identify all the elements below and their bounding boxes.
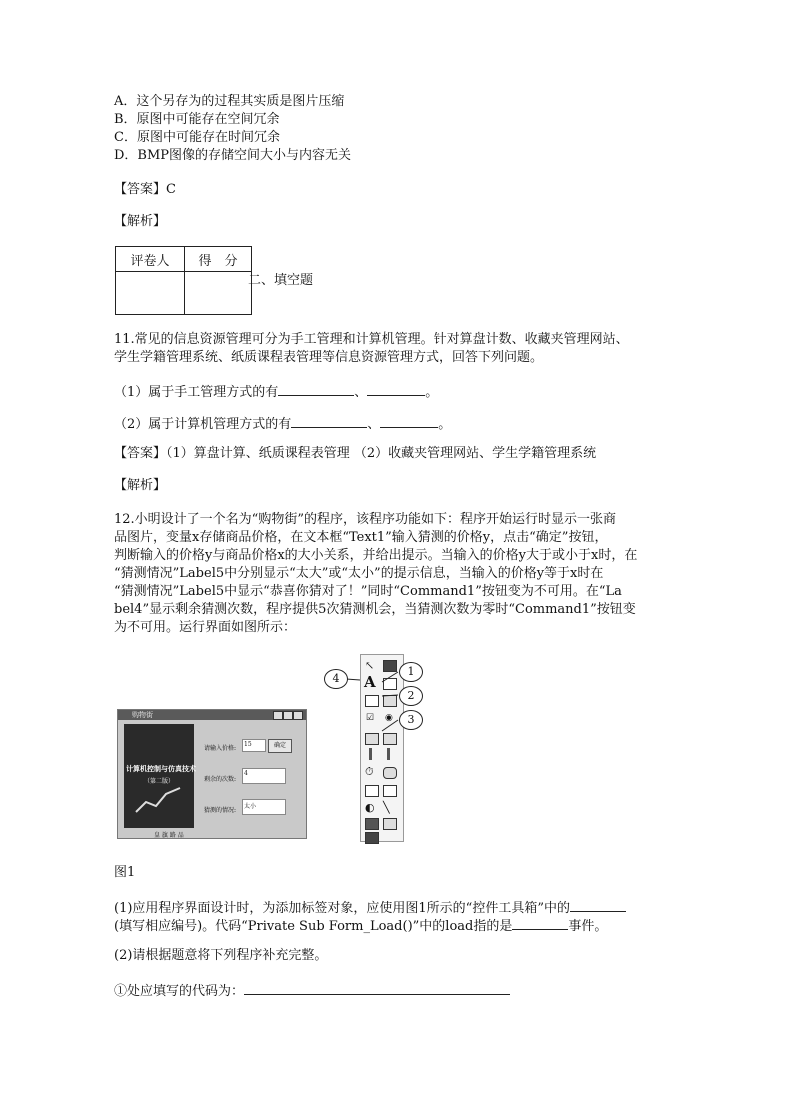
price-input[interactable] xyxy=(242,739,266,752)
cover-subtitle: （第二版） xyxy=(144,778,175,785)
q12-line: 为不可用。运行界面如图所示： xyxy=(114,620,297,635)
q11-sub1-end: 。 xyxy=(425,385,439,400)
score-table-header-score: 得 分 xyxy=(185,247,252,272)
q11-sub2-prefix: （2）属于计算机管理方式的有 xyxy=(114,417,292,432)
filelistbox-icon[interactable] xyxy=(383,785,397,797)
q11-sub1-prefix: （1）属于手工管理方式的有 xyxy=(114,385,279,400)
q12-line: “猜测情况”Label5中显示“恭喜你猜对了！”同时“Command1”按钮变为不可用。在“La xyxy=(114,584,622,599)
q12-line: 品图片，变量x存储商品价格，在文本框“Text1”输入猜测的价格y，点击“确定”按钮， xyxy=(114,530,608,545)
shape-icon[interactable]: ◐ xyxy=(365,801,375,814)
option-a: A．这个另存为的过程其实质是图片压缩 xyxy=(114,94,345,109)
q11-sub2-blank2[interactable] xyxy=(380,413,438,428)
q11-sub2-sep: 、 xyxy=(367,417,381,432)
q12-sub2-item1-text: ①处应填写的代码为： xyxy=(114,984,245,999)
callout-3: 3 xyxy=(399,710,423,730)
q11-sub1-sep: 、 xyxy=(354,385,368,400)
timer-icon[interactable]: ⏱ xyxy=(365,765,374,778)
q12-line: 判断输入的价格y与商品价格x的大小关系，并给出提示。当输入的价格y大于或小于x时，在 xyxy=(114,548,638,563)
close-icon[interactable] xyxy=(293,711,303,720)
q11-text-line1: 11.常见的信息资源管理可分为手工管理和计算机管理。针对算盘计数、收藏夹管理网站、 xyxy=(114,332,629,347)
image-icon[interactable] xyxy=(365,818,379,830)
pointer-icon[interactable]: ↖ xyxy=(365,659,375,672)
q12-sub1-text2: (填写相应编号)。代码“Private Sub Form_Load()”中的load指的是 xyxy=(114,919,513,934)
book-cover-image xyxy=(124,724,194,828)
figure-caption: 图1 xyxy=(114,865,136,880)
option-d: D．BMP图像的存储空间大小与内容无关 xyxy=(114,148,352,163)
q11-sub2-end: 。 xyxy=(438,417,452,432)
q12-sub2-item1 xyxy=(114,980,510,1001)
leader-line-3 xyxy=(382,720,398,731)
q12-sub2-item1-blank[interactable] xyxy=(244,980,510,995)
label-price: 请输入价格: xyxy=(204,745,237,752)
checkbox-icon[interactable]: ☑ xyxy=(366,713,375,723)
q12-line: 12.小明设计了一个名为“购物街”的程序，该程序功能如下：程序开始运行时显示一张商 xyxy=(114,512,616,527)
data-icon[interactable] xyxy=(383,818,397,830)
status-field xyxy=(242,799,286,815)
label-status: 猜测的情况: xyxy=(204,807,237,814)
q12-sub1-text1: (1)应用程序界面设计时，为添加标签对象，应使用图1所示的“控件工具箱”中的 xyxy=(114,901,570,916)
q12-line: bel4”显示剩余猜测次数，程序提供5次猜测机会，当猜测次数为零时“Command1”按钮变 xyxy=(114,602,636,617)
q12-sub1-blank1[interactable] xyxy=(570,897,626,912)
q12-line: “猜测情况”Label5中分别显示“太大”或“太小”的提示信息，当输入的价格y等于x时在 xyxy=(114,566,604,581)
ok-button[interactable]: 确定 xyxy=(268,739,292,753)
optionbutton-icon[interactable]: ◉ xyxy=(385,713,393,723)
q11-sub2-blank1[interactable] xyxy=(291,413,367,428)
score-table-cell-grader xyxy=(116,272,185,315)
score-table-header-grader: 评卷人 xyxy=(116,247,185,272)
option-c: C．原图中可能存在时间冗余 xyxy=(114,130,280,145)
q11-sub1-blank1[interactable] xyxy=(278,381,354,396)
line-icon[interactable]: ╲ xyxy=(383,801,390,814)
label-remaining: 剩余的次数: xyxy=(204,776,237,783)
minimize-icon[interactable] xyxy=(273,711,283,720)
ole-icon[interactable] xyxy=(365,832,379,844)
q12-sub2: (2)请根据题意将下列程序补充完整。 xyxy=(114,948,328,963)
q11-answer: 【答案】（1）算盘计算、纸质课程表管理 （2）收藏夹管理网站、学生学籍管理系统 xyxy=(114,446,597,461)
q11-text-line2: 学生学籍管理系统、纸质课程表管理等信息资源管理方式，回答下列问题。 xyxy=(114,350,544,365)
q12-sub1-text3: 事件。 xyxy=(568,919,608,934)
cover-graphic xyxy=(134,784,184,814)
callout-1: 1 xyxy=(399,662,423,682)
leader-line-2 xyxy=(382,695,398,696)
publisher-text: 皇 旗 路 品 xyxy=(154,832,184,839)
status-value: 太小 xyxy=(244,803,257,810)
q11-sub2 xyxy=(114,413,451,434)
leader-line-1 xyxy=(382,672,398,682)
score-table xyxy=(115,246,252,315)
leader-line-4 xyxy=(346,679,360,680)
hscrollbar-icon[interactable] xyxy=(369,748,372,760)
maximize-icon[interactable] xyxy=(283,711,293,720)
q10-answer: 【答案】C xyxy=(114,182,176,197)
remaining-value: 4 xyxy=(244,770,248,777)
vscrollbar-icon[interactable] xyxy=(387,748,390,760)
q11-analysis: 【解析】 xyxy=(114,478,167,493)
q10-analysis: 【解析】 xyxy=(114,214,167,229)
q11-sub1 xyxy=(114,381,438,402)
q12-sub1-blank2[interactable] xyxy=(512,915,568,930)
option-b: B．原图中可能存在空间冗余 xyxy=(114,112,280,127)
callout-2: 2 xyxy=(399,686,423,706)
section-title: 二、填空题 xyxy=(248,273,314,288)
cover-title: 计算机控制与仿真技术 xyxy=(126,764,196,773)
q12-sub1-line2 xyxy=(114,915,607,936)
score-table-wrapper xyxy=(115,246,252,315)
dirlistbox-icon[interactable] xyxy=(365,785,379,797)
callout-4: 4 xyxy=(324,669,348,689)
score-table-cell-score xyxy=(185,272,252,315)
remaining-field xyxy=(242,768,286,784)
price-input-value: 15 xyxy=(244,741,252,748)
window-title: 购物街 xyxy=(132,711,153,719)
label-tool-icon[interactable]: A xyxy=(364,673,376,691)
drivelistbox-icon[interactable] xyxy=(383,767,397,779)
q11-sub1-blank2[interactable] xyxy=(367,381,425,396)
program-window xyxy=(117,709,307,839)
